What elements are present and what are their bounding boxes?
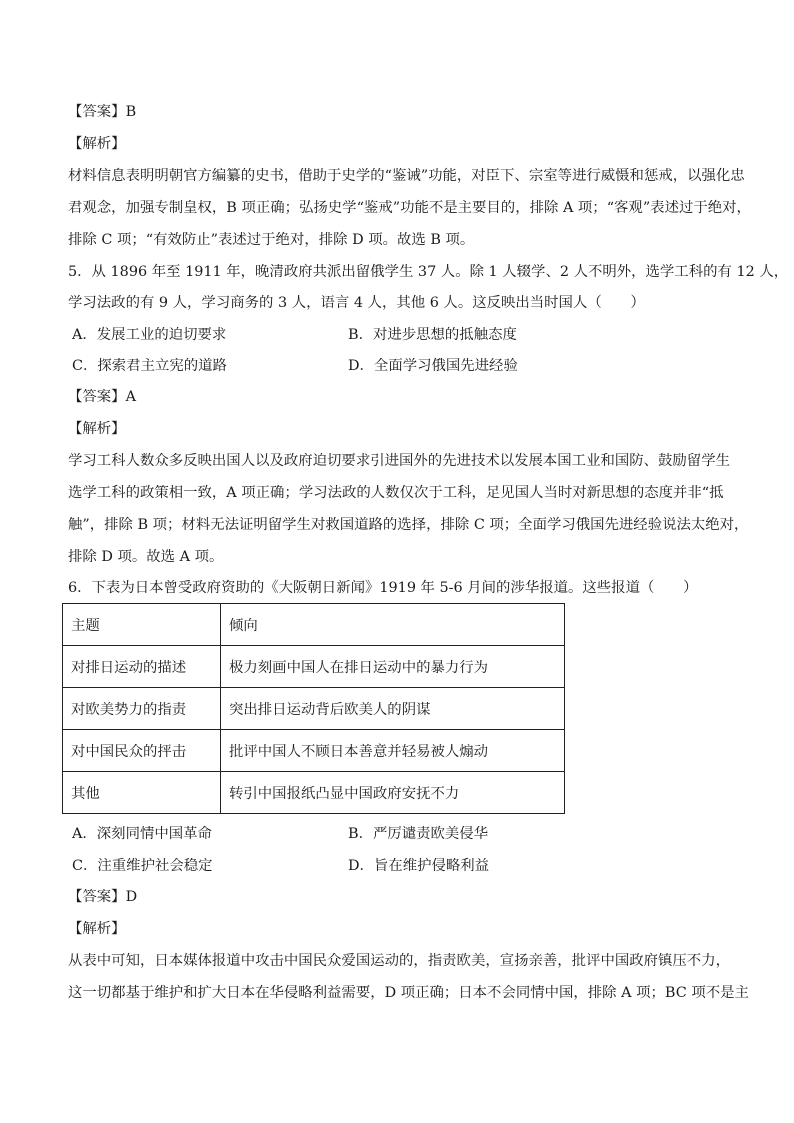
table-cell: 对中国民众的抨击 (63, 730, 221, 772)
q5-analysis-label: 【解析】 (68, 421, 126, 437)
q6-option-d: D．旨在维护侵略利益 (348, 858, 490, 874)
q6-answer: 【答案】D (68, 889, 138, 905)
table-row (63, 646, 565, 688)
table-header-cell: 倾向 (221, 604, 565, 646)
table-row (63, 688, 565, 730)
q5-option-c: C．探索君主立宪的道路 (72, 358, 227, 374)
q4-answer: 【答案】B (68, 104, 137, 120)
q5-stem-line-2: 学习法政的有 9 人，学习商务的 3 人，语言 4 人，其他 6 人。这反映出当时国人（ ） (68, 295, 645, 311)
table-cell: 转引中国报纸凸显中国政府安抚不力 (221, 772, 565, 814)
table-header-row (63, 604, 565, 646)
q5-analysis-line-2: 选学工科的政策相一致，A 项正确；学习法政的人数仅次于工科，足见国人当时对新思想的态度并非“抵 (68, 485, 724, 501)
table-header-cell: 主题 (63, 604, 221, 646)
table-cell: 极力刻画中国人在排日运动中的暴力行为 (221, 646, 565, 688)
q4-analysis-line-3: 排除 C 项；“有效防止”表述过于绝对，排除 D 项。故选 B 项。 (68, 232, 475, 248)
q6-option-c: C．注重维护社会稳定 (72, 858, 213, 874)
q5-analysis-line-3: 触”，排除 B 项；材料无法证明留学生对救国道路的选择，排除 C 项；全面学习俄国先进经验说法太绝对， (68, 517, 749, 533)
q5-option-b: B．对进步思想的抵触态度 (348, 327, 517, 343)
q5-option-d: D．全面学习俄国先进经验 (348, 358, 518, 374)
q4-analysis-line-2: 君观念，加强专制皇权，B 项正确；弘扬史学“鉴戒”功能不是主要目的，排除 A 项；“客观”表述过于绝对， (68, 200, 751, 216)
table-row (63, 772, 565, 814)
table-cell: 批评中国人不顾日本善意并轻易被人煽动 (221, 730, 565, 772)
q5-stem-line-1: 5．从 1896 年至 1911 年，晚清政府共派出留俄学生 37 人。除 1 人辍学、2 人不明外，选学工科的有 12 人， (68, 264, 789, 280)
q5-option-a: A．发展工业的迫切要求 (72, 327, 227, 343)
table-cell: 对排日运动的描述 (63, 646, 221, 688)
q6-analysis-label: 【解析】 (68, 921, 126, 937)
q6-stem: 6．下表为日本曾受政府资助的《大阪朝日新闻》1919 年 5-6 月间的涉华报道。这些报道（ ） (68, 580, 698, 596)
table-row (63, 730, 565, 772)
q6-option-a: A．深刻同情中国革命 (72, 826, 212, 842)
table-cell: 对欧美势力的指责 (63, 688, 221, 730)
q4-analysis-label: 【解析】 (68, 136, 126, 152)
q5-analysis-line-1: 学习工科人数众多反映出国人以及政府迫切要求引进国外的先进技术以发展本国工业和国防、鼓励留学生 (68, 453, 730, 469)
q5-analysis-line-4: 排除 D 项。故选 A 项。 (68, 549, 224, 565)
q4-analysis-line-1: 材料信息表明明朝官方编纂的史书，借助于史学的“鉴诫”功能，对臣下、宗室等进行威慑和惩戒，以强化忠 (68, 168, 745, 184)
q5-answer: 【答案】A (68, 389, 136, 405)
q6-analysis-line-1: 从表中可知，日本媒体报道中攻击中国民众爱国运动的，指责欧美，宣扬亲善，批评中国政府镇压不力， (68, 953, 730, 969)
table-cell: 其他 (63, 772, 221, 814)
table-cell: 突出排日运动背后欧美人的阴谋 (221, 688, 565, 730)
q6-analysis-line-2: 这一切都基于维护和扩大日本在华侵略利益需要，D 项正确；日本不会同情中国，排除 A 项；BC 项不是主 (68, 985, 749, 1001)
q6-option-b: B．严厉谴责欧美侵华 (348, 826, 489, 842)
q6-table (62, 603, 565, 814)
